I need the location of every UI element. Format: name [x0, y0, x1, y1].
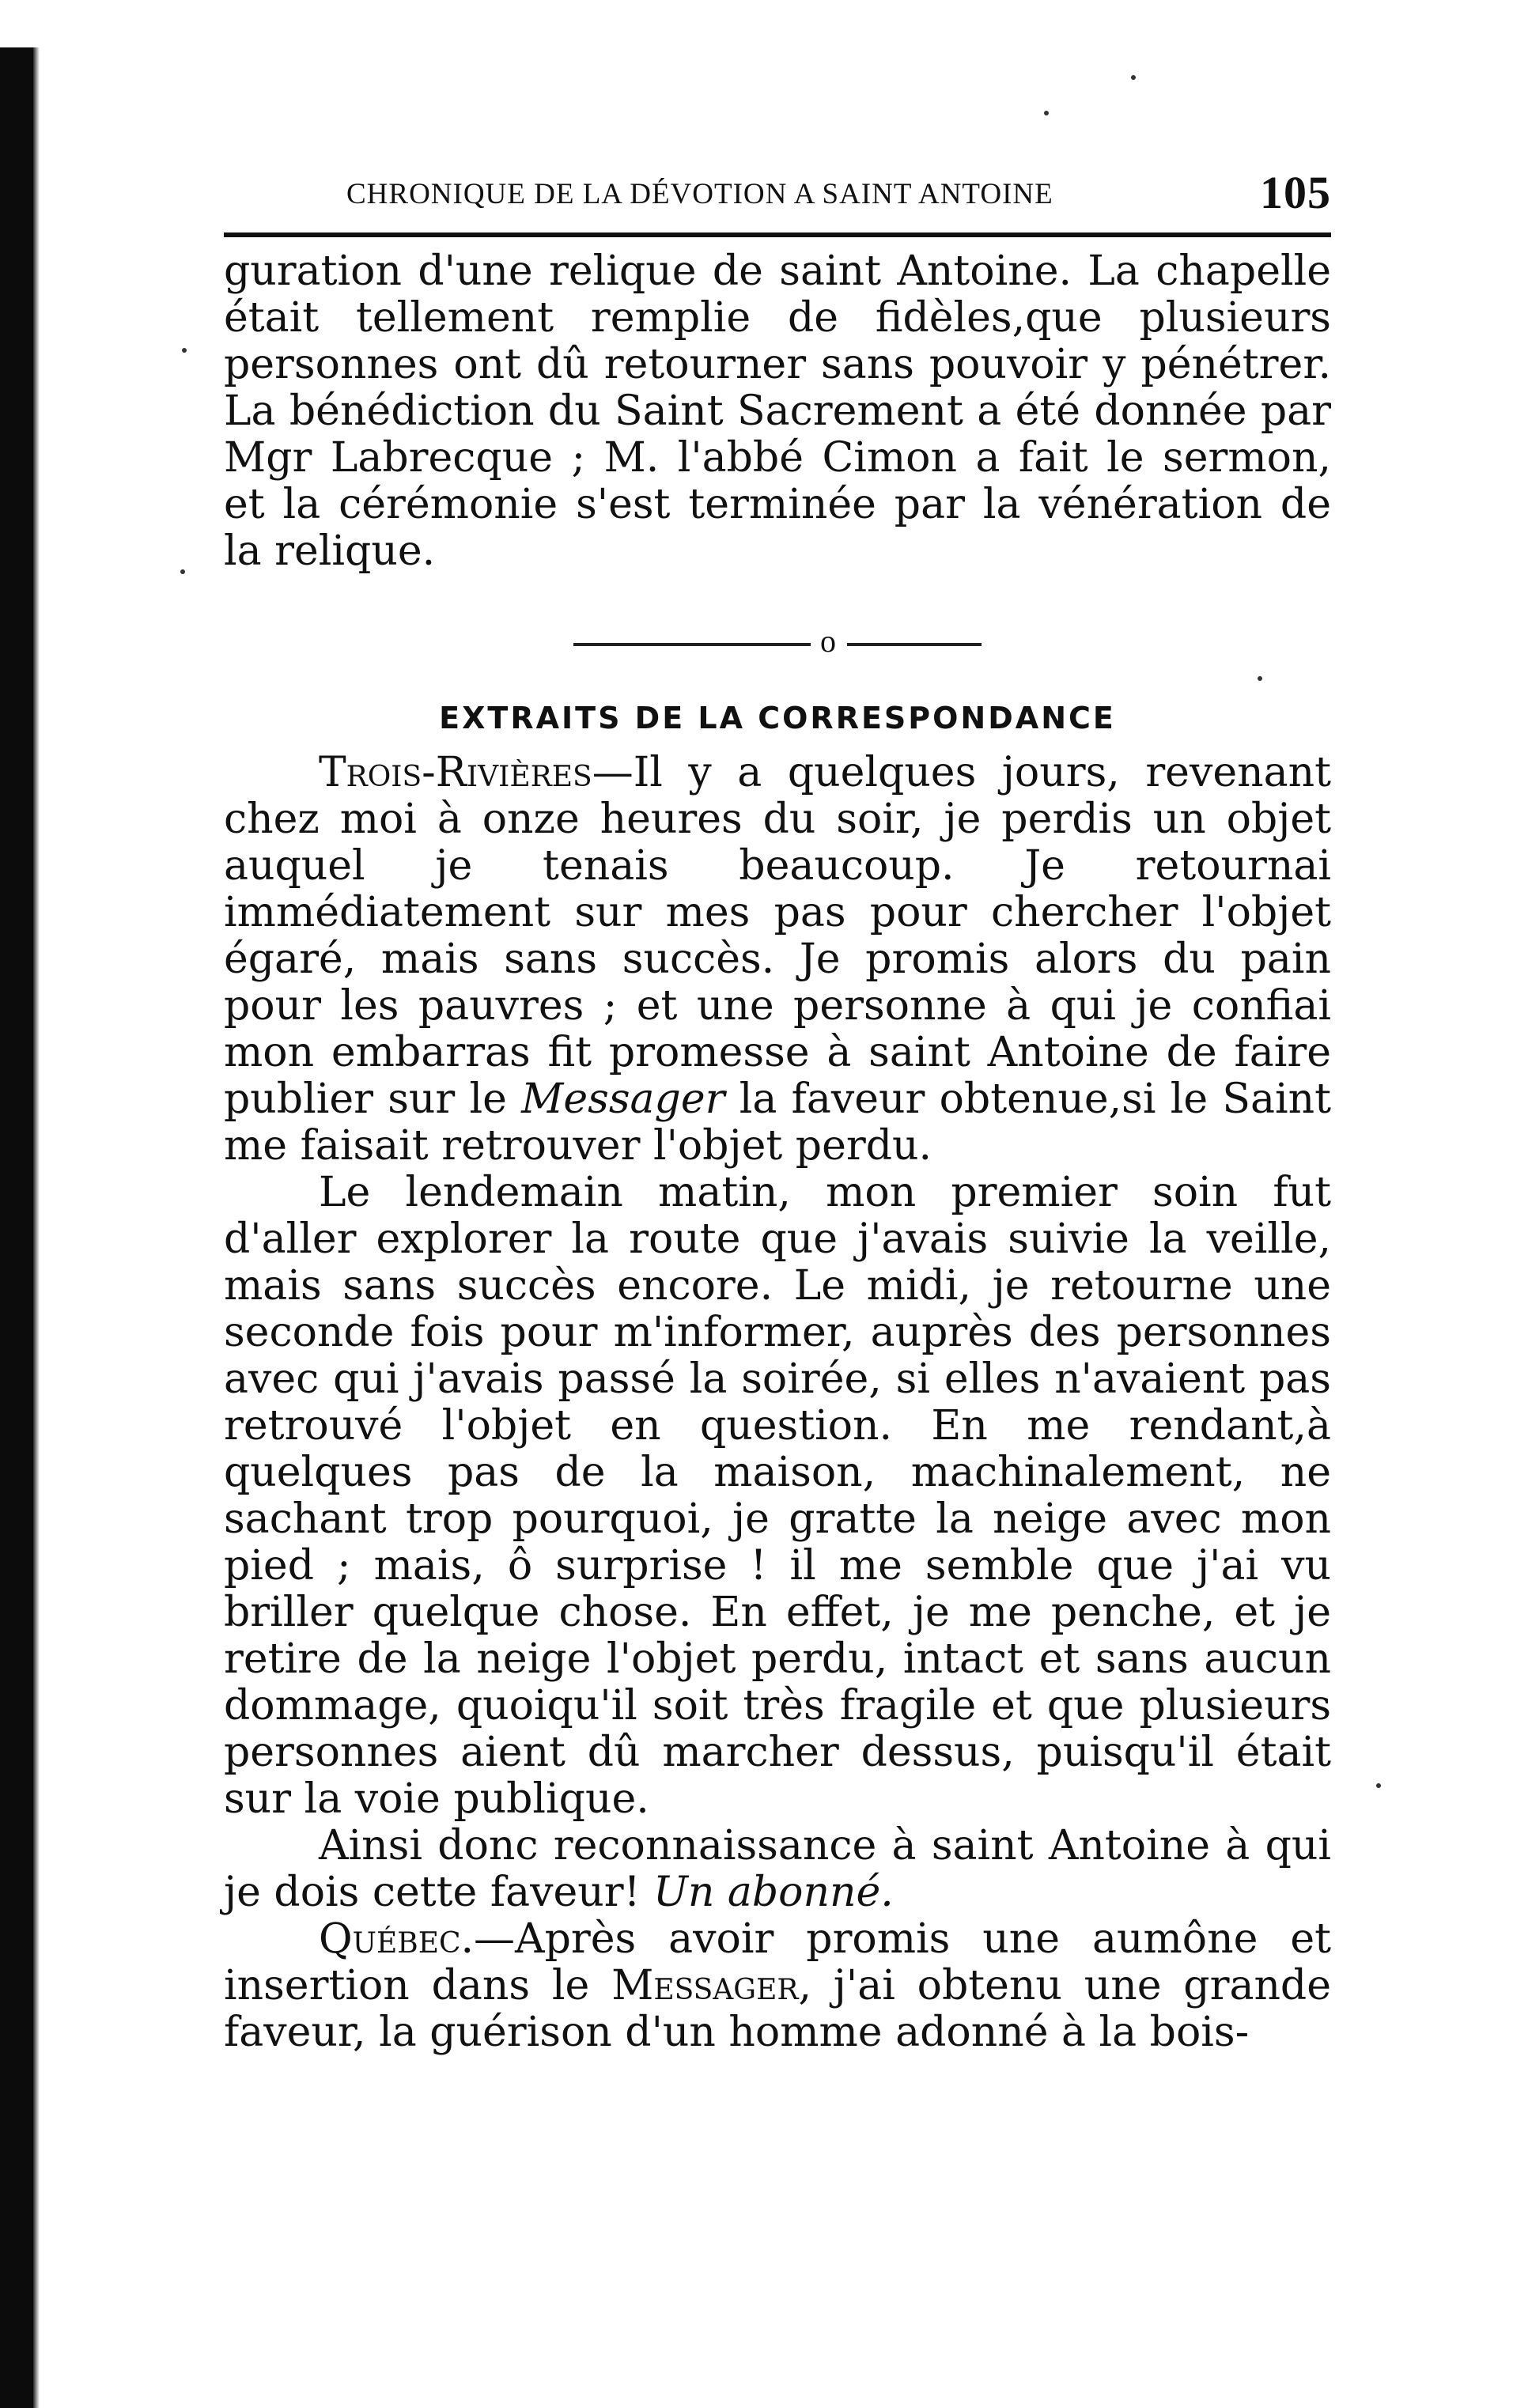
letter-text: .—Après avoir promis une aumône et insertion dans le [224, 1915, 1331, 2009]
letter-text-end: la faveur obtenue,si le Saint me faisait retrouver l'objet perdu. [224, 1075, 1332, 1170]
letter-trois-rivieres [224, 750, 1331, 1170]
place-name: Québec [319, 1915, 461, 1963]
letter-closing [224, 1823, 1331, 1916]
signature: Un abonné. [653, 1869, 894, 1916]
separator-ornament: o [820, 623, 838, 659]
messager-smallcaps: Messager [611, 1962, 799, 2009]
continuation-paragraph: guration d'une relique de saint Antoine. La chapelle était tellement remplie de fidèles,que plusieurs personnes ont dû retourner sans pouvoir y pénétrer. La bénédiction du Saint Sacrement a été donnée par Mgr Labrecque ; M. l'abbé Cimon a fait le sermon, et la cérémonie s'est terminée par la vénération de la relique. [224, 248, 1331, 575]
closing-text: Ainsi donc reconnaissance à saint Antoine à qui je dois cette faveur! [224, 1822, 1331, 1916]
letter-text: —Il y a quelques jours, revenant chez moi à onze heures du soir, je perdis un objet auquel je tenais beaucoup. Je retournai immédiatement sur mes pas pour chercher l'objet égaré, mais sans succès. Je promis alors du pain pour les pauvres ; et une personne à qui je confiai mon embarras fit promesse à saint Antoine de faire publier sur le [224, 749, 1331, 1123]
speck [182, 348, 187, 353]
section-title: EXTRAITS DE LA CORRESPONDANCE [439, 701, 1116, 735]
book-page [224, 166, 1331, 2056]
section-separator [224, 622, 1331, 660]
page-number: 105 [1260, 167, 1331, 218]
letter-quebec [224, 1916, 1331, 2056]
speck [180, 569, 185, 574]
book-spine-shadow [0, 47, 33, 2408]
messager-italic: Messager [521, 1075, 725, 1123]
separator-rule-left [573, 643, 811, 646]
speck [1376, 1783, 1381, 1788]
page-header [224, 166, 1331, 221]
header-rule [224, 232, 1331, 237]
separator-rule-right [847, 643, 982, 646]
speck [1044, 111, 1049, 115]
running-title: CHRONIQUE DE LA DÉVOTION A SAINT ANTOINE [346, 178, 1053, 210]
book-spine-edge [33, 47, 40, 2408]
speck [1131, 75, 1136, 80]
place-name: Trois-Rivières [319, 749, 592, 796]
letter-text-end: , j'ai obtenu une grande faveur, la guérison d'un homme adonné à la bois- [224, 1962, 1331, 2056]
letter-continuation: Le lendemain matin, mon premier soin fut d'aller explorer la route que j'avais suivie la veille, mais sans succès encore. Le midi, je retourne une seconde fois pour m'informer, auprès des personnes avec qui j'avais passé la soirée, si elles n'avaient pas retrouvé l'objet en question. En me rendant,à quelques pas de la maison, machinalement, ne sachant trop pourquoi, je gratte la neige avec mon pied ; mais, ô surprise ! il me semble que j'ai vu briller quelque chose. En effet, je me penche, et je retire de la neige l'objet perdu, intact et sans aucun dommage, quoiqu'il soit très fragile et que plusieurs personnes aient dû marcher dessus, puisqu'il était sur la voie publique. [224, 1169, 1331, 1823]
